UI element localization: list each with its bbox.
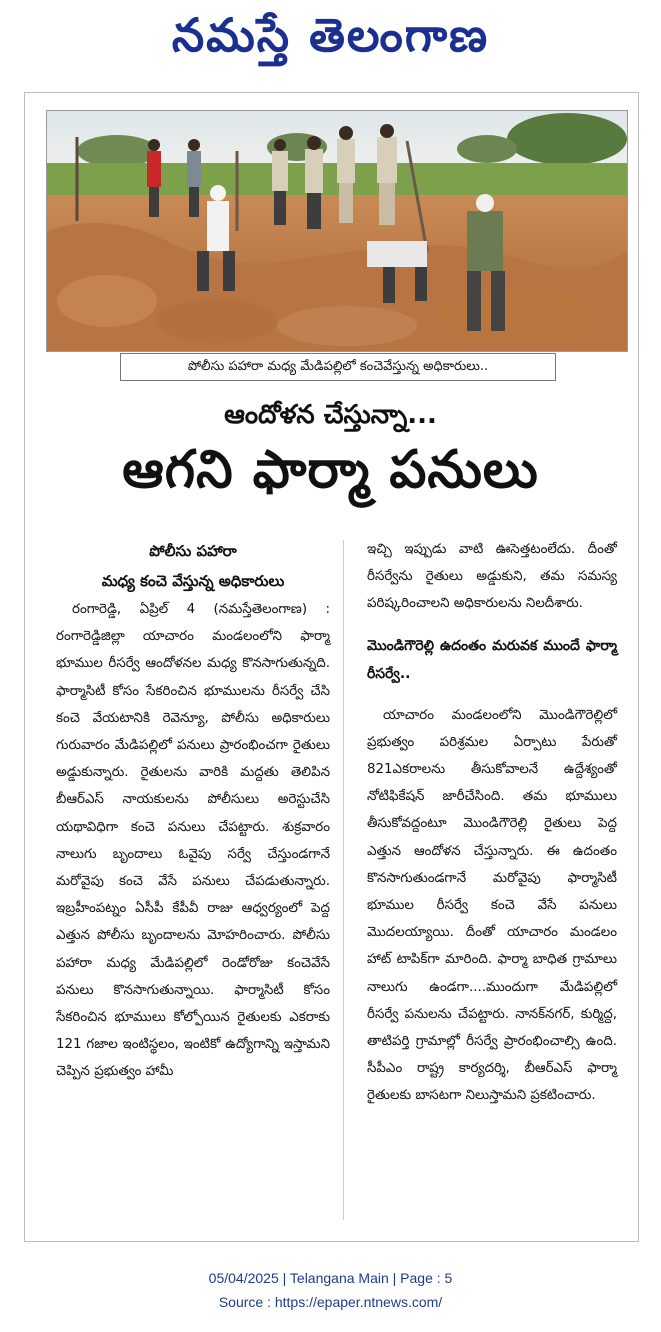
news-photo [46, 110, 628, 352]
article-kicker: ఆందోళన చేస్తున్నా... [224, 400, 437, 430]
article-subhead-line-1: పోలీసు పహారా [149, 542, 237, 560]
article-headline: ఆగని ఫార్మా పనులు [122, 440, 539, 500]
article-section-subhead: మొండిగౌరెల్లి ఉదంతం మరువక ముందే ఫార్మా రీసర్వే.. [367, 637, 617, 682]
field-scene-illustration [47, 111, 627, 351]
column-divider [343, 540, 344, 1220]
article-column-left [56, 536, 330, 1086]
masthead-title: నమస్తే తెలంగాణ [171, 8, 490, 62]
article-paragraph: రంగారెడ్డి, ఏప్రిల్ 4 (నమస్తేతెలంగాణ) : రంగారెడ్డిజిల్లా యాచారం మండలంలోని ఫార్మా భూముల రీసర్వే ఆందోళనల మధ్య కొనసాగుతున్నది. ఫార్మాసిటీ కోసం సేకరించిన భూములను రీసర్వే చేసి కంచె వేయటానికి రెవెన్యూ, పోలీసు అధికారులు గురువారం మేడిపల్లిలో పనులు ప్రారంభించగా రైతులు అడ్డుకున్నారు. రైతులను వారికి మద్దతు తెలిపిన బీఆర్ఎస్ నాయకులను పోలీసులు అరెస్టుచేసి యథావిధిగా కంచె పనులు చేపట్టారు. శుక్రవారం నాలుగు బృందాలు ఓవైపు సర్వే చేస్తుండగానే మరోవైపు కంచె వేసే పనులు చేపడుతున్నారు. ఇబ్రహీంపట్నం ఏసీపీ కేపీవీ రాజు ఆధ్వర్యంలో పెద్ద ఎత్తున పోలీసు బృందాలను మోహరించారు. పోలీసు పహారా మధ్య మేడిపల్లిలో రెండోరోజు కంచెవేసే పనులు కొనసాగుతున్నాయి. ఫార్మాసిటీ కోసం సేకరించిన భూములు కోల్పోయిన రైతులకు ఎకరాకు 121 గజాల ఇంటిస్థలం, ఇంటికో ఉద్యోగాన్ని ఇస్తామని చెప్పిన ప్రభుత్వం హామీ [56, 602, 330, 1080]
footer-date-edition: 05/04/2025 | Telangana Main | Page : 5 [208, 1270, 453, 1286]
article-column-right [367, 536, 617, 1110]
photo-caption: పోలీసు పహారా మధ్య మేడిపల్లిలో కంచెవేస్తున్న అధికారులు.. [120, 353, 556, 381]
article-paragraph: ఇచ్చి ఇప్పుడు వాటి ఊసెత్తటంలేదు. దీంతో రీసర్వేను రైతులు అడ్డుకుని, తమ సమస్య పరిష్కరించాలని అధికారులను నిలదీశారు. [367, 542, 617, 612]
footer-source-link[interactable]: Source : https://epaper.ntnews.com/ [218, 1294, 443, 1310]
article-paragraph: యాచారం మండలంలోని మొండిగౌరెల్లిలో ప్రభుత్వం పరిశ్రమల ఏర్పాటు పేరుతో 821ఎకరాలను తీసుకోవాలనే ఉద్దేశ్యంతో నోటిఫికేషన్ జారీచేసింది. తమ భూములు తీసుకోవద్దంటూ మొండిగౌరెల్లి రైతులు పెద్ద ఎత్తున ఆందోళన చేస్తున్నారు. ఈ ఉదంతం కొనసాగుతుండగానే మరోవైపు ఫార్మాసిటీ భూముల రీసర్వే కంచె వేసే పనులు మొదలయ్యాయి. దీంతో యాచారం మండలం హాట్ టాపిక్‌గా మారింది. ఫార్మా బాధిత గ్రామాలు నాలుగు ఉండగా....ముందుగా మేడిపల్లిలో రీసర్వే పనులను చేపట్టారు. నానక్‌నగర్, కుర్మిద్ద, తాటిపర్తి గ్రామాల్లో రీసర్వే ప్రారంభించాల్సి ఉంది. సీపీఎం రాష్ట్ర కార్యదర్శి, బీఆర్ఎస్ ఫార్మా రైతులకు బాసటగా నిలుస్తామని ప్రకటించారు. [367, 707, 617, 1104]
article-subhead-line-2: మధ్య కంచె వేస్తున్న అధికారులు [101, 572, 285, 590]
